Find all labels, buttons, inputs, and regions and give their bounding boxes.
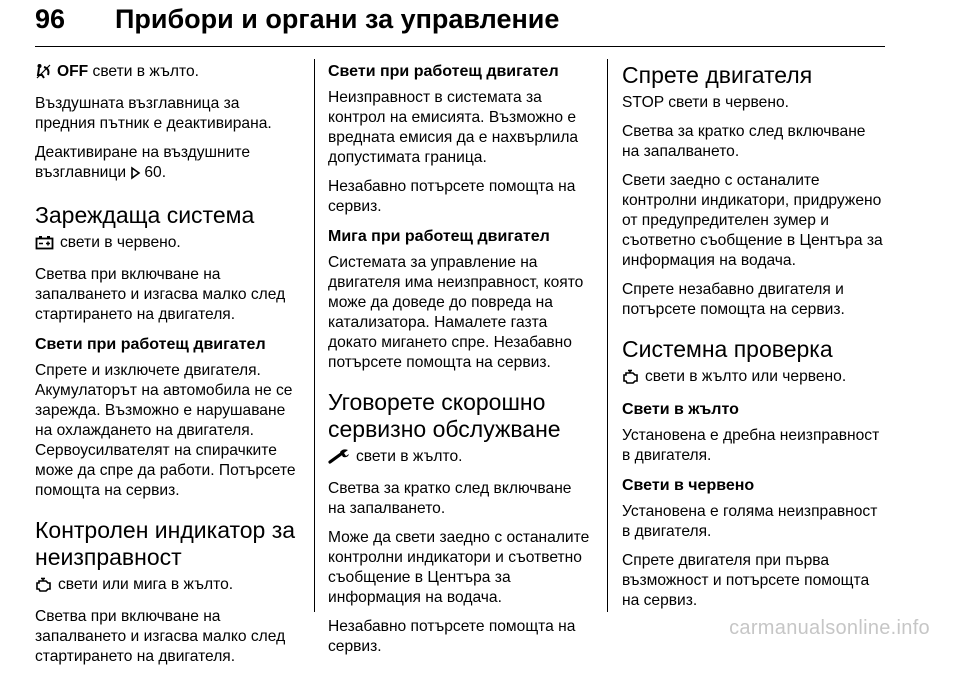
system-check-line bbox=[622, 367, 887, 390]
engine-check-icon bbox=[622, 369, 639, 390]
flashing-text: Системата за управление на двигателя има неизправност, която може да доведе до повреда на катализатора. Намалете газта докато мигането спре. Незабавно потърсете помощта на сервиз. bbox=[328, 254, 584, 371]
airbag-deactivation-page: 60. bbox=[144, 164, 167, 181]
together-text: Свети заедно с останалите контролни индикатори, придружено от предупредителен зумер и съответно съобщение в Центъра за информация на водача. bbox=[622, 172, 883, 269]
wrench-line bbox=[328, 447, 592, 470]
emission-text: Неизправност в системата за контрол на емисията. Възможно е вредната емисия да е нахвърлила допустимата граница. bbox=[328, 89, 579, 166]
heading-lit-red: Свети в червено bbox=[622, 477, 755, 494]
battery-icon bbox=[35, 235, 54, 256]
minor-fault-text: Установена е дребна неизправност в двигателя. bbox=[622, 427, 880, 464]
heading-lit-while-running: Свети при работещ двигател bbox=[328, 63, 559, 80]
airbag-deactivation-text: Деактивиране на въздушните възглавници bbox=[35, 144, 251, 181]
airbag-deactivation-ref bbox=[35, 143, 300, 186]
airbag-off-label: OFF bbox=[57, 63, 89, 80]
airbag-deactivated-text: Въздушната възглавница за предния пътник е деактивирана. bbox=[35, 95, 272, 132]
column-1 bbox=[35, 62, 300, 676]
briefly-on-text: Светва за кратко след включване на запалването. bbox=[328, 480, 572, 517]
stop-engine-text: Спрете и изключете двигателя. Акумулаторът на автомобила не се зарежда. Възможно е нарушаване на охлаждането на двигателя. Сервоусилвателят на спирачките може да спре да работи. Потърсете помощта на сервиз. bbox=[35, 362, 296, 499]
wrench-icon bbox=[328, 448, 350, 470]
battery-on-text: Светва при включване на запалването и изгасва малко след стартирането на двигателя. bbox=[35, 266, 286, 323]
briefly-on-text: Светва за кратко след включване на запалването. bbox=[622, 123, 866, 160]
battery-line bbox=[35, 233, 300, 256]
heading-charging-system: Зареждаща система bbox=[35, 202, 255, 228]
mil-status: свети или мига в жълто. bbox=[58, 576, 234, 593]
running-title: Прибори и органи за управление bbox=[115, 4, 560, 34]
column-2 bbox=[328, 62, 592, 666]
seek-service-text: Незабавно потърсете помощта на сервиз. bbox=[328, 178, 576, 215]
mil-on-text: Светва при включване на запалването и изгасва малко след стартирането на двигателя. bbox=[35, 608, 286, 665]
major-fault-text: Установена е голяма неизправност в двигателя. bbox=[622, 503, 878, 540]
heading-lit-while-running: Свети при работещ двигател bbox=[35, 336, 266, 353]
header-rule bbox=[35, 46, 885, 47]
heading-malfunction-indicator: Контролен индикатор за неизправност bbox=[35, 517, 296, 570]
stop-now-text: Спрете незабавно двигателя и потърсете помощта на сервиз. bbox=[622, 281, 845, 318]
watermark: carmanualsonline.info bbox=[729, 617, 930, 639]
airbag-off-status: свети в жълто. bbox=[88, 63, 199, 80]
together-text: Може да свети заедно с останалите контролни индикатори и съответно съобщение в Центъра за информация на водача. bbox=[328, 529, 590, 606]
page-reference-arrow-icon bbox=[130, 166, 141, 186]
heading-lit-yellow: Свети в жълто bbox=[622, 401, 739, 418]
heading-system-check: Системна проверка bbox=[622, 336, 833, 362]
heading-stop-engine: Спрете двигателя bbox=[622, 62, 813, 88]
engine-check-icon bbox=[35, 577, 52, 598]
heading-service-soon: Уговорете скорошно сервизно обслужване bbox=[328, 389, 561, 442]
system-check-status: свети в жълто или червено. bbox=[645, 368, 847, 385]
seek-service-text-2: Незабавно потърсете помощта на сервиз. bbox=[328, 618, 576, 655]
stop-first-text: Спрете двигателя при първа възможност и потърсете помощта на сервиз. bbox=[622, 552, 870, 609]
heading-flashing-while-running: Мига при работещ двигател bbox=[328, 228, 550, 245]
stop-red-text: STOP свети в червено. bbox=[622, 94, 789, 111]
airbag-off-line bbox=[35, 62, 300, 85]
wrench-status: свети в жълто. bbox=[356, 448, 463, 465]
column-divider-2 bbox=[607, 59, 608, 612]
mil-line bbox=[35, 575, 300, 598]
battery-status: свети в червено. bbox=[60, 234, 181, 251]
column-divider-1 bbox=[314, 59, 315, 612]
page-number: 96 bbox=[35, 4, 66, 34]
airbag-off-icon bbox=[35, 63, 51, 85]
column-3 bbox=[622, 62, 887, 620]
